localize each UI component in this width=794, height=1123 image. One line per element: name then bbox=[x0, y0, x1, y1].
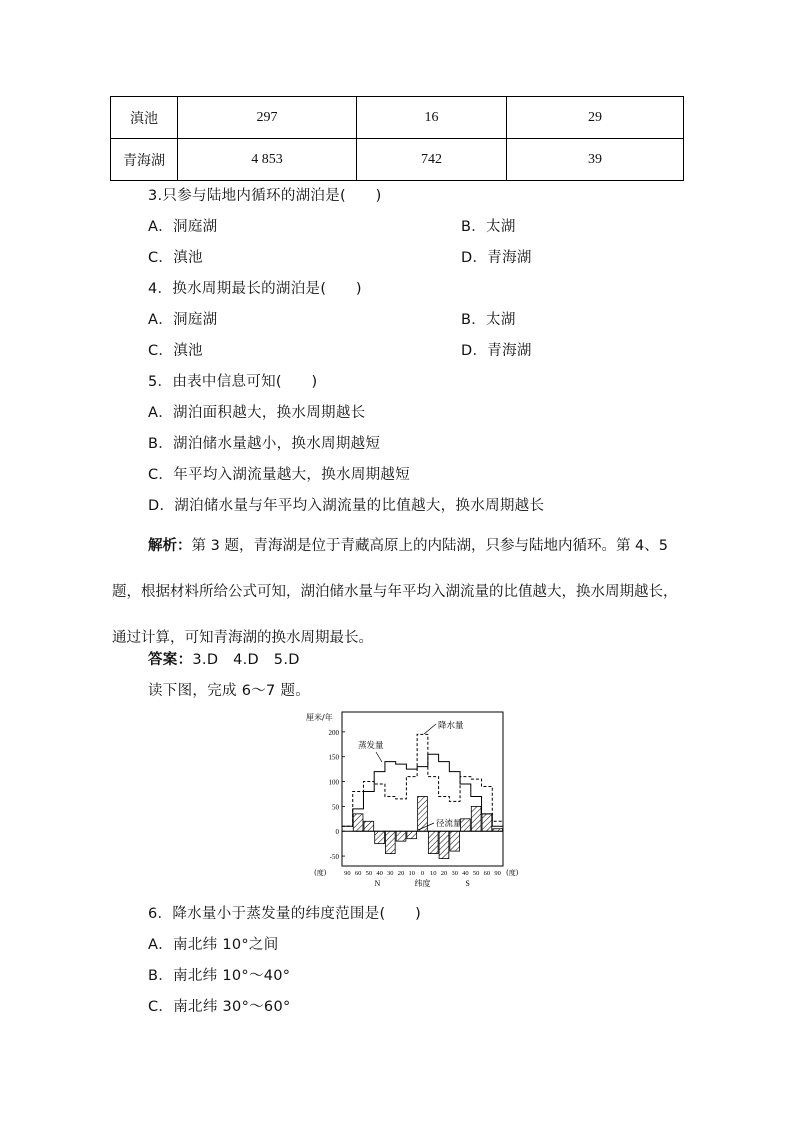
x-tick-label: 60 bbox=[354, 870, 362, 877]
runoff-bar bbox=[428, 831, 438, 853]
table-cell: 4 853 bbox=[178, 139, 357, 181]
y-tick-label: 100 bbox=[328, 778, 339, 787]
runoff-bar bbox=[418, 796, 428, 831]
y-tick-label: 50 bbox=[332, 803, 339, 812]
question-6-stem: 6．降水量小于蒸发量的纬度范围是( ) bbox=[148, 906, 422, 922]
x-tick-label: 30 bbox=[451, 870, 458, 877]
runoff-bar bbox=[482, 814, 492, 831]
figure-intro: 读下图，完成 6～7 题。 bbox=[148, 683, 311, 699]
q5-option-a[interactable]: A．湖泊面积越大，换水周期越长 bbox=[148, 405, 366, 421]
north-label: N bbox=[374, 879, 381, 888]
y-tick-label: 150 bbox=[328, 753, 339, 762]
runoff-bar bbox=[407, 831, 417, 838]
x-tick-label: 0 bbox=[420, 870, 425, 877]
x-tick-label: 90 bbox=[344, 870, 351, 877]
answer-line bbox=[148, 648, 300, 669]
x-tick-label: 20 bbox=[397, 870, 405, 877]
table-cell: 297 bbox=[178, 97, 357, 139]
south-label: S bbox=[465, 879, 470, 888]
table-row bbox=[111, 139, 684, 181]
x-unit-right: (度) bbox=[506, 869, 519, 877]
q5-option-d[interactable]: D．湖泊储水量与年平均入湖流量的比值越大，换水周期越长 bbox=[148, 498, 545, 514]
x-tick-label: 40 bbox=[462, 870, 469, 877]
question-4-stem: 4．换水周期最长的湖泊是( ) bbox=[148, 281, 362, 297]
answer-label: 答案： bbox=[148, 652, 193, 668]
series-label: 径流量 bbox=[436, 819, 462, 829]
x-tick-label: 20 bbox=[440, 870, 448, 877]
y-tick-label: 200 bbox=[328, 728, 339, 737]
x-tick-label: 40 bbox=[376, 870, 383, 877]
y-tick-label: -50 bbox=[329, 853, 339, 862]
table-cell: 29 bbox=[507, 97, 684, 139]
q3-option-d[interactable]: D．青海湖 bbox=[461, 250, 532, 266]
x-axis-label: 纬度 bbox=[414, 879, 431, 888]
x-tick-label: 60 bbox=[483, 870, 491, 877]
table-cell: 滇池 bbox=[111, 97, 178, 139]
x-tick-label: 90 bbox=[494, 870, 501, 877]
runoff-bar bbox=[471, 806, 481, 831]
series-leader-line bbox=[376, 752, 382, 762]
series-leader-line bbox=[424, 724, 436, 734]
y-tick-label: 0 bbox=[335, 828, 339, 837]
runoff-bar bbox=[396, 831, 406, 841]
table-cell: 青海湖 bbox=[111, 139, 178, 181]
runoff-bar bbox=[493, 829, 503, 831]
x-tick-label: 10 bbox=[408, 870, 416, 877]
explanation-text: 第 3 题，青海湖是位于青藏高原上的内陆湖，只参与陆地内循环。第 4、5 题，根据材料所给公式可知，湖泊储水量与年平均入湖流量的比值越大，换水周期越长，通过计算，可知青海湖的换水周期最长。 bbox=[112, 538, 678, 646]
q6-option-a[interactable]: A．南北纬 10°之间 bbox=[148, 937, 279, 953]
q4-option-b[interactable]: B．太湖 bbox=[461, 312, 516, 328]
q3-option-a[interactable]: A．洞庭湖 bbox=[148, 219, 218, 235]
q6-option-c[interactable]: C．南北纬 30°～60° bbox=[148, 999, 291, 1015]
runoff-bar bbox=[353, 814, 363, 831]
runoff-bar bbox=[385, 831, 395, 853]
table-cell: 742 bbox=[357, 139, 507, 181]
q3-option-b[interactable]: B．太湖 bbox=[461, 219, 516, 235]
table-cell: 16 bbox=[357, 97, 507, 139]
question-3-stem: 3.只参与陆地内循环的湖泊是( ) bbox=[148, 188, 382, 204]
series-label: 降水量 bbox=[438, 721, 464, 731]
x-unit-left: (度) bbox=[314, 869, 327, 877]
q4-option-d[interactable]: D．青海湖 bbox=[461, 343, 532, 359]
q3-option-c[interactable]: C．滇池 bbox=[148, 250, 203, 266]
q4-option-c[interactable]: C．滇池 bbox=[148, 343, 203, 359]
series-label: 蒸发量 bbox=[358, 741, 384, 751]
water-balance-chart bbox=[300, 706, 530, 890]
q5-option-b[interactable]: B．湖泊储水量越小，换水周期越短 bbox=[148, 436, 381, 452]
q4-option-a[interactable]: A．洞庭湖 bbox=[148, 312, 218, 328]
x-tick-label: 50 bbox=[365, 870, 373, 877]
x-tick-label: 30 bbox=[387, 870, 394, 877]
lake-data-table bbox=[110, 96, 684, 181]
plot-frame bbox=[342, 712, 503, 866]
runoff-bar bbox=[364, 821, 374, 831]
question-5-stem: 5．由表中信息可知( ) bbox=[148, 374, 318, 390]
table-cell: 39 bbox=[507, 139, 684, 181]
runoff-bar bbox=[450, 831, 460, 851]
q5-option-c[interactable]: C．年平均入湖流量越大，换水周期越短 bbox=[148, 467, 411, 483]
table-row bbox=[111, 97, 684, 139]
explanation-label: 解析： bbox=[148, 538, 192, 554]
x-tick-label: 10 bbox=[429, 870, 437, 877]
runoff-bar bbox=[439, 831, 449, 858]
runoff-bar bbox=[461, 819, 471, 831]
runoff-bar bbox=[375, 831, 385, 843]
x-tick-label: 50 bbox=[472, 870, 480, 877]
answer-text: 3.D 4.D 5.D bbox=[192, 652, 300, 668]
y-axis-label: 厘米/年 bbox=[306, 713, 333, 722]
q6-option-b[interactable]: B．南北纬 10°～40° bbox=[148, 968, 291, 984]
explanation-block bbox=[112, 523, 682, 661]
